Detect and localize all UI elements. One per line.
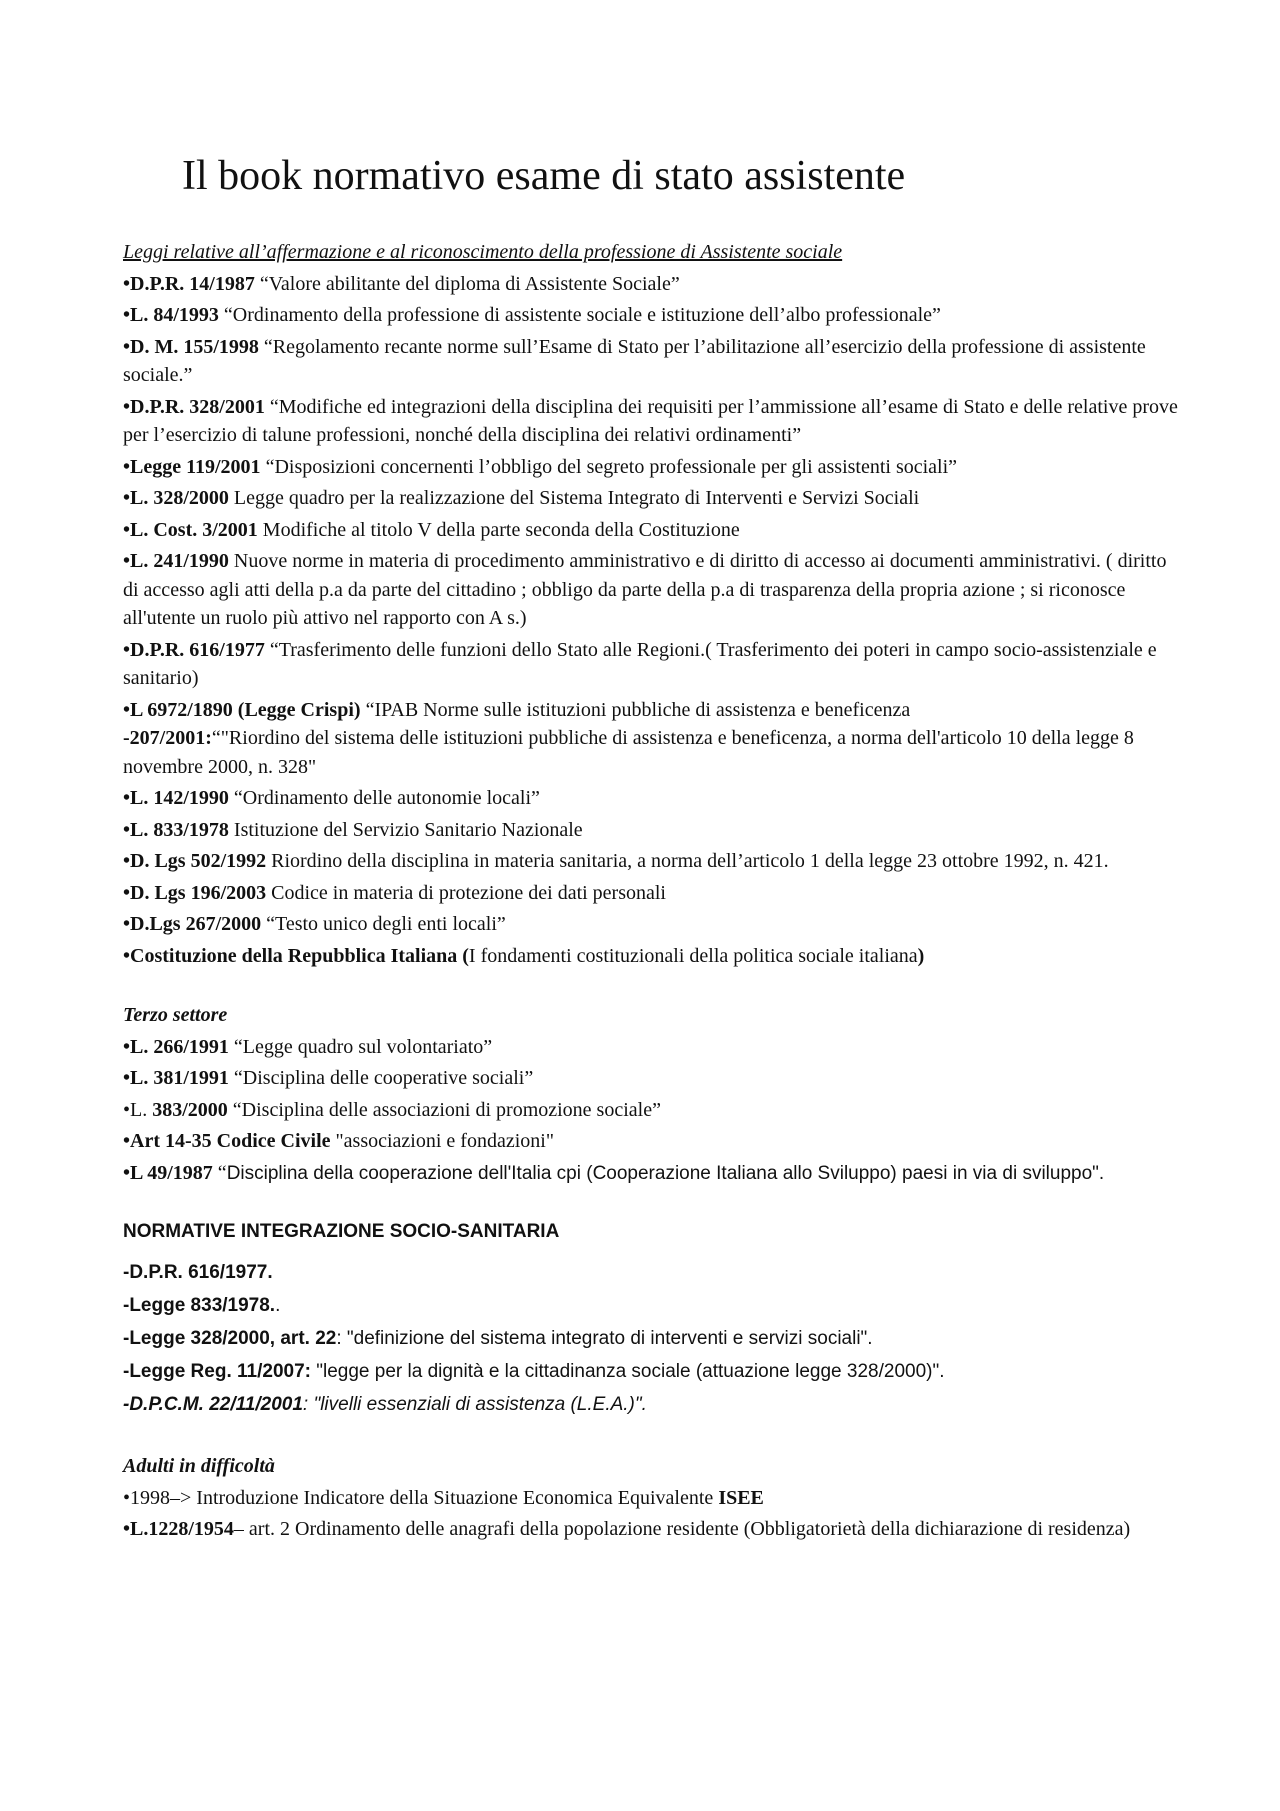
law-description: Codice in materia di protezione dei dati personali	[266, 881, 666, 904]
law-reference: •L. 142/1990	[123, 787, 229, 809]
document-title: Il book normativo esame di stato assistente	[182, 153, 906, 199]
law-reference: •L.1228/1954	[123, 1518, 234, 1540]
list-item	[123, 1292, 1183, 1319]
list-item	[123, 393, 1183, 450]
list-item	[123, 1064, 1183, 1093]
law-reference: -Legge Reg. 11/2007:	[123, 1361, 311, 1382]
law-reference-secondary: -207/2001:	[123, 727, 212, 749]
list-item	[123, 1096, 1183, 1125]
law-reference: •D.P.R. 616/1977	[123, 638, 265, 661]
law-description: : "livelli essenziali di assistenza (L.E.A.)".	[302, 1394, 647, 1415]
law-reference: ISEE	[718, 1486, 764, 1509]
section-heading-leggi: Leggi relative all’affermazione e al riconoscimento della professione di Assistente sociale	[123, 241, 843, 263]
law-prefix: •1998–> Introduzione Indicatore della Situazione Economica Equivalente	[123, 1486, 719, 1509]
law-reference: -Legge 328/2000, art. 22	[123, 1328, 337, 1349]
list-item	[123, 1391, 1183, 1418]
list-item	[123, 1515, 1183, 1544]
law-description: “Valore abilitante del diploma di Assistente Sociale”	[254, 272, 680, 295]
list-item	[123, 1325, 1183, 1352]
law-description-secondary: “"Riordino del sistema delle istituzioni pubbliche di assistenza e beneficenza, a norma dell'articolo 10 della legge 8 novembre 2000, n. 328"	[123, 727, 1134, 778]
list-item	[123, 516, 1183, 545]
law-description: Nuove norme in materia di procedimento amministrativo e di diritto di accesso ai documenti amministrativi. ( diritto di accesso agli atti della p.a da parte del cittadino ; obbligo da parte della p.a di trasparenza della propria azione ; si riconosce all'utente un ruolo più attivo nel rapporto con A s.)	[123, 550, 1167, 629]
law-description: “Disciplina delle associazioni di promozione sociale”	[227, 1098, 661, 1121]
list-item	[123, 1484, 1183, 1513]
law-description-sans: Disciplina della cooperazione dell'Italia cpi (Cooperazione Italiana allo Sviluppo) paesi in via di sviluppo".	[226, 1162, 1105, 1184]
law-description: "legge per la dignità e la cittadinanza sociale (attuazione legge 328/2000)".	[310, 1361, 945, 1382]
law-reference: •D.P.R. 328/2001	[123, 395, 265, 418]
law-reference: •D.Lgs 267/2000	[123, 913, 262, 935]
list-item	[123, 784, 1183, 813]
law-description: “Ordinamento della professione di assistente sociale e istituzione dell’albo professionale”	[218, 304, 941, 326]
law-reference: •L. 84/1993	[123, 304, 219, 326]
law-reference-close: )	[917, 944, 925, 967]
law-reference: •L. 241/1990	[123, 550, 229, 572]
law-description: : "definizione del sistema integrato di interventi e servizi sociali".	[336, 1328, 873, 1349]
law-description: “IPAB Norme sulle istituzioni pubbliche di assistenza e beneficenza	[360, 698, 911, 721]
section-gap	[123, 973, 1183, 1001]
list-item	[123, 816, 1183, 845]
law-prefix: •L.	[123, 1098, 153, 1121]
list-item	[123, 636, 1183, 693]
list-item	[123, 1159, 1183, 1188]
section-gap	[123, 1190, 1183, 1218]
section-heading-adulti: Adulti in difficoltà	[123, 1455, 275, 1477]
list-item	[123, 333, 1183, 390]
list-item	[123, 1127, 1183, 1156]
list-item	[123, 910, 1183, 939]
section-heading-socio-sanitaria: NORMATIVE INTEGRAZIONE SOCIO-SANITARIA	[123, 1221, 560, 1242]
law-description: – art. 2 Ordinamento delle anagrafi della popolazione residente (Obbligatorietà della dichiarazione di residenza)	[233, 1518, 1131, 1540]
law-reference: -D.P.C.M. 22/11/2001	[123, 1394, 303, 1415]
law-reference: •D. Lgs 196/2003	[123, 881, 267, 904]
list-item	[123, 453, 1183, 482]
law-description: Riordino della disciplina in materia sanitaria, a norma dell’articolo 1 della legge 23 ottobre 1992, n. 421.	[266, 850, 1109, 872]
law-reference: •L. 266/1991	[123, 1035, 229, 1058]
law-reference: •L. 381/1991	[123, 1067, 229, 1089]
law-reference: •L 6972/1890 (Legge Crispi)	[123, 698, 361, 721]
law-description: .	[275, 1295, 281, 1316]
law-reference: •D. M. 155/1998	[123, 335, 259, 358]
law-description: “	[212, 1161, 227, 1184]
list-item	[123, 270, 1183, 299]
law-description: “Disciplina delle cooperative sociali”	[228, 1067, 534, 1089]
law-reference: •Art 14-35 Codice Civile	[123, 1130, 331, 1152]
law-reference: •Legge 119/2001	[123, 455, 261, 478]
list-item	[123, 879, 1183, 908]
law-reference: •Costituzione della Repubblica Italiana (	[123, 944, 469, 967]
section-heading-terzo-settore: Terzo settore	[123, 1004, 228, 1026]
law-description: “Ordinamento delle autonomie locali”	[228, 787, 540, 809]
law-description: Modifiche al titolo V della parte seconda della Costituzione	[257, 518, 740, 541]
law-reference: •L. Cost. 3/2001	[123, 518, 258, 541]
law-description: Istituzione del Servizio Sanitario Nazionale	[228, 818, 583, 841]
law-description: “Legge quadro sul volontariato”	[228, 1035, 493, 1058]
law-description: Legge quadro per la realizzazione del Sistema Integrato di Interventi e Servizi Sociali	[228, 487, 920, 509]
list-item	[123, 847, 1183, 876]
list-item	[123, 942, 1183, 971]
list-item	[123, 547, 1183, 633]
list-item	[123, 1259, 1183, 1286]
list-item	[123, 696, 1183, 782]
document-body	[123, 238, 1183, 1547]
law-reference: •D. Lgs 502/1992	[123, 850, 267, 872]
law-reference: •D.P.R. 14/1987	[123, 272, 255, 295]
law-reference: •L. 328/2000	[123, 487, 229, 509]
law-description: I fondamenti costituzionali della politica sociale italiana	[468, 944, 918, 967]
list-item	[123, 1358, 1183, 1385]
law-description: “Testo unico degli enti locali”	[261, 913, 506, 935]
law-description: “Disposizioni concernenti l’obbligo del segreto professionale per gli assistenti sociali”	[260, 455, 958, 478]
list-item	[123, 301, 1183, 330]
law-reference: -D.P.R. 616/1977.	[123, 1262, 273, 1283]
section-gap	[123, 1424, 1183, 1452]
law-reference: -Legge 833/1978.	[123, 1295, 276, 1316]
law-reference: •L. 833/1978	[123, 818, 229, 841]
law-description: “Modifiche ed integrazioni della disciplina dei requisiti per l’ammissione all’esame di Stato e delle relative prove per l’esercizio di talune professioni, nonché della disciplina dei relativi ordinamenti”	[123, 395, 1178, 446]
law-description: "associazioni e fondazioni"	[330, 1130, 554, 1152]
list-item	[123, 1033, 1183, 1062]
law-reference: •L 49/1987	[123, 1161, 213, 1184]
law-description: “Regolamento recante norme sull’Esame di Stato per l’abilitazione all’esercizio della professione di assistente sociale.”	[123, 335, 1146, 386]
law-description: “Trasferimento delle funzioni dello Stato alle Regioni.( Trasferimento dei poteri in campo socio-assistenziale e sanitario)	[123, 638, 1157, 689]
law-reference: 383/2000	[152, 1098, 228, 1121]
list-item	[123, 484, 1183, 513]
